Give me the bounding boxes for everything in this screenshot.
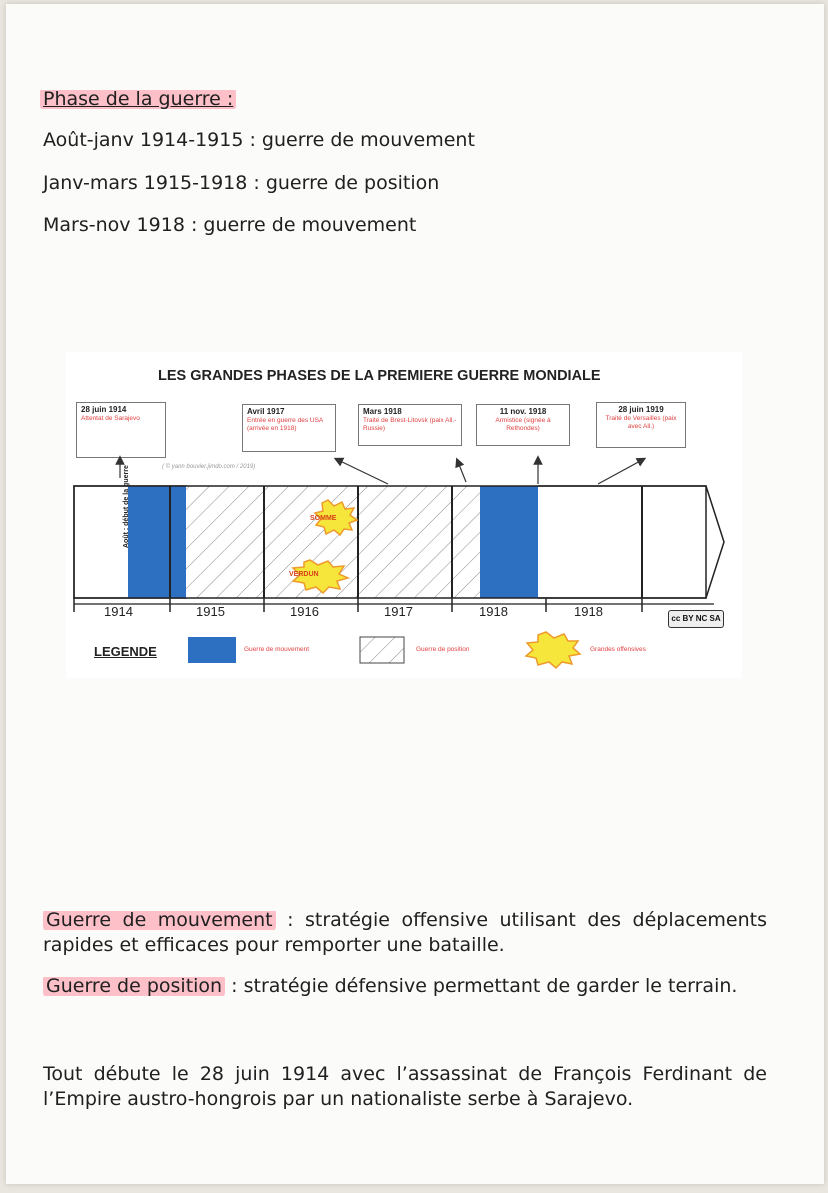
license-badge: cc BY NC SA [668,610,724,628]
definition-position [43,974,767,999]
phases-heading: Phase de la guerre : [40,88,236,110]
event-date: Mars 1918 [363,407,402,416]
year-label: 1917 [384,604,413,619]
legend-swatch-movement [188,637,236,663]
event-date: 28 juin 1914 [81,405,127,414]
legend-label: LEGENDE [94,644,157,659]
segment-movement-1914 [128,486,186,598]
legend-swatch-position [360,637,404,663]
battle-verdun-label: VERDUN [289,571,319,578]
arrow-brest [458,462,466,482]
intro-paragraph [43,1062,767,1112]
phase-item-1: Août-janv 1914-1915 : guerre de mouvement [43,129,475,151]
definition-position-text: : stratégie défensive permettant de garder le terrain. [225,975,738,997]
diagram-title: LES GRANDES PHASES DE LA PREMIERE GUERRE MONDIALE [158,368,601,384]
segment-postwar [538,486,724,598]
term-position: Guerre de position [43,975,225,997]
year-label: 1918 [479,604,508,619]
phase-item-3: Mars-nov 1918 : guerre de mouvement [43,214,417,236]
vertical-label: Août : début de la guerre [123,465,130,548]
event-text: Attentat de Sarajevo [81,415,140,422]
year-label: 1915 [196,604,225,619]
battle-somme-label: SOMME [310,515,337,522]
legend-offensives-text: Grandes offensives [590,646,646,653]
term-mouvement: Guerre de mouvement [43,909,276,931]
event-date: 11 nov. 1918 [499,407,547,416]
year-label: 1916 [290,604,319,619]
event-text: Armistice (signée à Rethondes) [495,417,551,432]
arrow-usa [338,460,388,484]
event-text: Entrée en guerre des USA (arrivée en 1918) [247,417,323,432]
year-label: 1914 [104,604,133,619]
legend-position-text: Guerre de position [416,646,470,653]
segment-movement-1918 [480,486,538,598]
timeline-graphic [66,352,742,678]
event-text: Traité de Brest-Litovsk (paix All.-Russie) [363,417,457,432]
event-date: 28 juin 1919 [618,405,664,414]
definition-mouvement [43,908,767,958]
definition-mouvement-line2: rapides et efficaces pour remporter une bataille. [43,934,505,956]
timeline-diagram [66,352,742,678]
intro-line1: Tout débute le 28 juin 1914 avec l’assassinat de François Ferdinant de [43,1063,767,1085]
phase-item-2: Janv-mars 1915-1918 : guerre de position [43,172,440,194]
intro-line2: l’Empire austro-hongrois par un nationaliste serbe à Sarajevo. [43,1088,634,1110]
definition-mouvement-line1: : stratégie offensive utilisant des déplacements [275,909,767,931]
arrow-versailles [598,460,642,484]
year-label: 1918 [574,604,603,619]
event-date: Avril 1917 [247,407,285,416]
legend-star [526,632,580,668]
event-text: Traité de Versailles (paix avec All.) [605,415,677,430]
legend-movement-text: Guerre de mouvement [244,646,310,653]
copyright-note: ( © yann bouvier.jimdo.com / 2019) [162,464,256,470]
